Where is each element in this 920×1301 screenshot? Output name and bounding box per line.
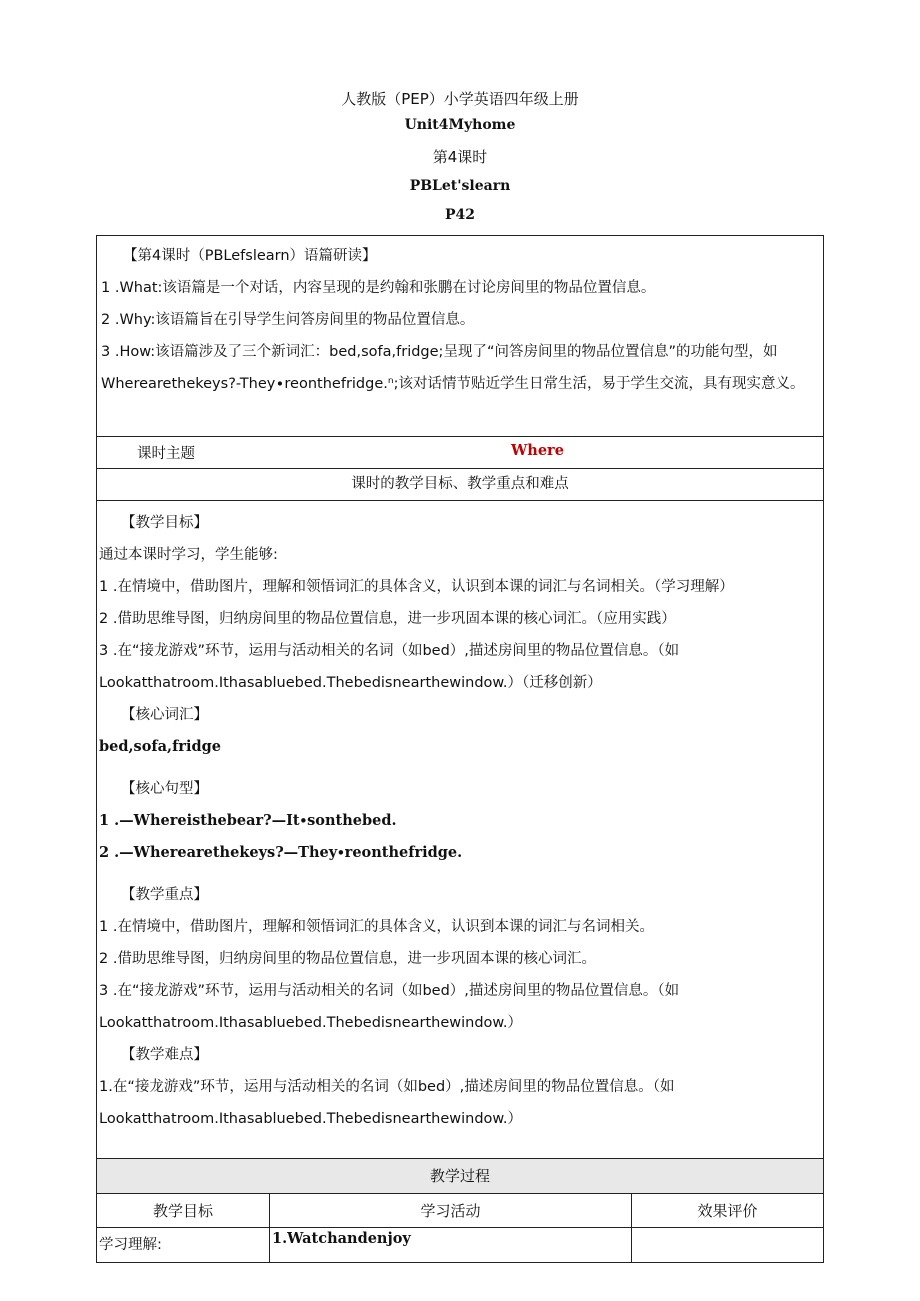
vocab-title: 【核心词汇】 <box>121 707 208 723</box>
topic-value: Where <box>511 442 564 459</box>
focus-3-line2: Lookatthatroom.Ithasabluebed.Thebedisnearthewindow.） <box>99 1015 523 1031</box>
core-vocab: bed,sofa,fridge <box>99 738 221 755</box>
topic-label: 课时主题 <box>137 446 195 462</box>
col-header-evaluation: 效果评价 <box>697 1202 758 1220</box>
lesson-topic-row <box>97 437 823 469</box>
analysis-how-line1: 3 .How:该语篇涉及了三个新词汇：bed,sofa,fridge;呈现了“问答房间里的物品位置信息”的功能句型，如 <box>101 344 778 360</box>
analysis-title: 【第4课时（PBLefslearn）语篇研读】 <box>123 248 377 264</box>
objectives-title: 【教学目标】 <box>121 515 208 531</box>
col-header-activity: 学习活动 <box>270 1194 632 1228</box>
analysis-what: 1 .What:该语篇是一个对话，内容呈现的是约翰和张鹏在讨论房间里的物品位置信息。 <box>101 280 656 296</box>
goals-header: 课时的教学目标、教学重点和难点 <box>97 469 823 501</box>
focus-1: 1 .在情境中，借助图片，理解和领悟词汇的具体含义，认识到本课的词汇与名词相关。 <box>99 919 654 935</box>
objective-3-line1: 3 .在“接龙游戏”环节，运用与活动相关的名词（如bed）,描述房间里的物品位置信息。（如 <box>99 643 680 659</box>
goals-section <box>97 501 823 1159</box>
text-analysis-section <box>97 236 823 437</box>
difficulty-title: 【教学难点】 <box>121 1047 208 1063</box>
col-header-goal: 教学目标 <box>97 1194 270 1228</box>
unit-title: Unit4Myhome <box>404 117 516 133</box>
process-activity-cell: 1.Watchandenjoy <box>270 1228 632 1262</box>
difficulty-1-line1: 1.在“接龙游戏”环节，运用与活动相关的名词（如bed）,描述房间里的物品位置信息。（如 <box>99 1079 675 1095</box>
analysis-how-line2: Wherearethekeys?-They∙reonthefridge.ⁿ;该对话情节贴近学生日常生活，易于学生交流，具有现实意义。 <box>101 376 805 392</box>
focus-2: 2 .借助思维导图，归纳房间里的物品位置信息，进一步巩固本课的核心词汇。 <box>99 951 596 967</box>
page-number: P42 <box>444 207 475 223</box>
focus-3-line1: 3 .在“接龙游戏”环节，运用与活动相关的名词（如bed）,描述房间里的物品位置信息。（如 <box>99 983 680 999</box>
core-sentence-1: 1 .—Whereisthebear?—It∙sonthebed. <box>99 812 397 829</box>
objective-2: 2 .借助思维导图，归纳房间里的物品位置信息，进一步巩固本课的核心词汇。（应用实践） <box>99 611 676 627</box>
objective-1: 1 .在情境中，借助图片，理解和领悟词汇的具体含义，认识到本课的词汇与名词相关。（学习理解） <box>99 579 734 595</box>
section-title: PBLet'slearn <box>409 178 511 194</box>
core-sentence-2: 2 .—Wherearethekeys?—They∙reonthefridge. <box>99 844 463 861</box>
objectives-intro: 通过本课时学习，学生能够: <box>99 547 278 563</box>
process-row <box>97 1228 823 1262</box>
sentence-title: 【核心句型】 <box>121 781 208 797</box>
analysis-why: 2 .Why:该语篇旨在引导学生问答房间里的物品位置信息。 <box>101 312 475 328</box>
process-goal-cell: 学习理解: <box>97 1228 270 1262</box>
difficulty-1-line2: Lookatthatroom.Ithasabluebed.Thebedisnearthewindow.） <box>99 1111 523 1127</box>
lesson-number: 第4课时 <box>432 148 488 166</box>
process-column-headers <box>97 1194 823 1228</box>
focus-title: 【教学重点】 <box>121 887 208 903</box>
process-evaluation-cell <box>632 1228 823 1262</box>
book-title: 人教版（PEP）小学英语四年级上册 <box>341 90 579 108</box>
objective-3-line2: Lookatthatroom.Ithasabluebed.Thebedisnearthewindow.）（迁移创新） <box>99 675 602 691</box>
lesson-plan-table <box>96 235 824 1263</box>
process-header: 教学过程 <box>97 1159 823 1194</box>
